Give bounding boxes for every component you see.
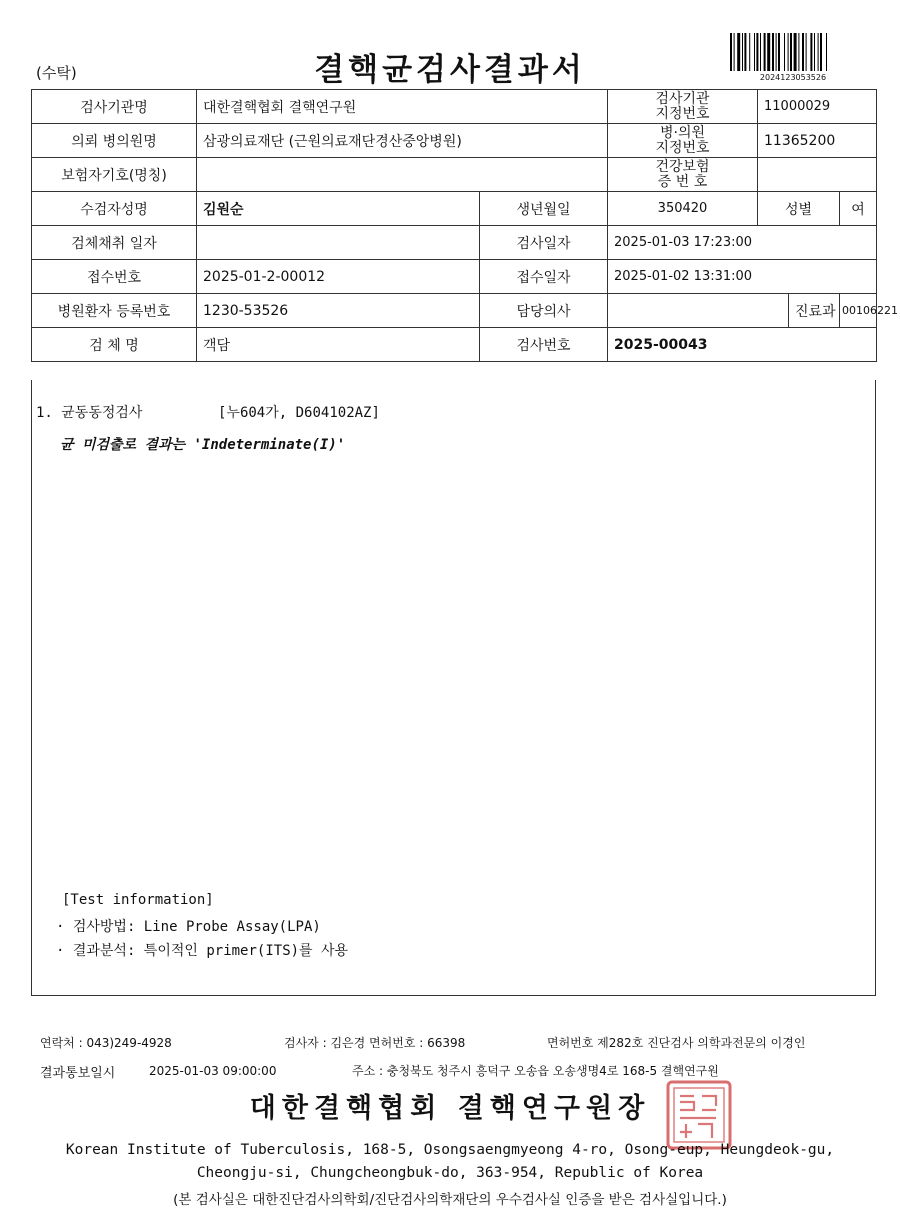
specimen: 객담 (197, 328, 480, 362)
patient-name: 김원순 (197, 192, 480, 226)
test-no: 2025-00043 (608, 328, 877, 362)
license: 면허번호 제282호 진단검사 의학과전문의 이경인 (547, 1036, 806, 1050)
test-info-method: · 검사방법: Line Probe Assay(LPA) (56, 919, 321, 935)
birth-label: 생년월일 (480, 192, 608, 226)
contact: 연락처 : 043)249-4928 (40, 1036, 172, 1050)
hospital-label: 의뢰 병의원명 (32, 124, 197, 158)
doctor-label: 담당의사 (480, 294, 608, 328)
health-no-label: 건강보험 증 번 호 (608, 158, 758, 192)
health-no (758, 158, 877, 192)
receipt-date-label: 접수일자 (480, 260, 608, 294)
test-date: 2025-01-03 17:23:00 (608, 226, 877, 260)
copy-tag: (수탁) (36, 64, 77, 82)
address-ko: 주소 : 충청북도 청주시 흥덕구 오송읍 오송생명4로 168-5 결핵연구원 (352, 1064, 719, 1078)
collect-date (197, 226, 480, 260)
inst-no: 11000029 (758, 90, 877, 124)
receipt-no: 2025-01-2-00012 (197, 260, 480, 294)
sex-label: 성별 (758, 192, 840, 226)
address-en-line2: Cheongju-si, Chungcheongbuk-do, 363-954, Republic of Korea (196, 1165, 704, 1181)
dept-label: 진료과 (789, 294, 840, 328)
certification-note: (본 검사실은 대한진단검사의학회/진단검사의학재단의 우수검사실 인증을 받은 검사실입니다.) (173, 1192, 727, 1208)
patient-label: 수검자성명 (32, 192, 197, 226)
organization-name: 대한결핵협회 결핵연구원장 (249, 1093, 651, 1124)
test-info-analysis: · 결과분석: 특이적인 primer(ITS)를 사용 (56, 943, 349, 959)
collect-date-label: 검체채취 일자 (32, 226, 197, 260)
insured (197, 158, 608, 192)
test-date-label: 검사일자 (480, 226, 608, 260)
hospital-no-label: 병·의원 지정번호 (608, 124, 758, 158)
hospital: 삼광의료재단 (근원의료재단경산중앙병원) (197, 124, 608, 158)
receipt-no-label: 접수번호 (32, 260, 197, 294)
document-title: 결핵균검사결과서 (314, 52, 586, 88)
inst-no-label: 검사기관 지정번호 (608, 90, 758, 124)
patient-info-table (31, 89, 898, 362)
test-no-label: 검사번호 (480, 328, 608, 362)
official-seal-icon (666, 1080, 732, 1150)
notify-label: 결과통보일시 (40, 1066, 116, 1081)
doctor (608, 294, 789, 328)
dept: 00106221 (840, 294, 877, 328)
sex: 여 (840, 192, 877, 226)
insured-label: 보험자기호(명칭) (32, 158, 197, 192)
test-result: 균 미검출로 결과는 'Indeterminate(I)' (60, 437, 346, 453)
reg-no-label: 병원환자 등록번호 (32, 294, 197, 328)
result-box (31, 380, 876, 996)
hospital-no: 11365200 (758, 124, 877, 158)
tester: 검사자 : 김은경 면허번호 : 66398 (284, 1036, 466, 1050)
test-item-code: [누604가, D604102AZ] (218, 405, 380, 421)
receipt-date: 2025-01-02 13:31:00 (608, 260, 877, 294)
barcode (729, 33, 857, 71)
reg-no: 1230-53526 (197, 294, 480, 328)
barcode-number: 2024123053526 (759, 73, 827, 82)
birth-date: 350420 (608, 192, 758, 226)
notify-date: 2025-01-03 09:00:00 (149, 1064, 277, 1078)
test-item-title: 1. 균동동정검사 (36, 405, 143, 421)
test-info-heading: [Test information] (62, 892, 214, 908)
address-en-line1: Korean Institute of Tuberculosis, 168-5, Osongsaengmyeong 4-ro, Osong-eup, Heungdeok-gu, (65, 1142, 835, 1158)
inst-name-label: 검사기관명 (32, 90, 197, 124)
inst-name: 대한결핵협회 결핵연구원 (197, 90, 608, 124)
specimen-label: 검 체 명 (32, 328, 197, 362)
